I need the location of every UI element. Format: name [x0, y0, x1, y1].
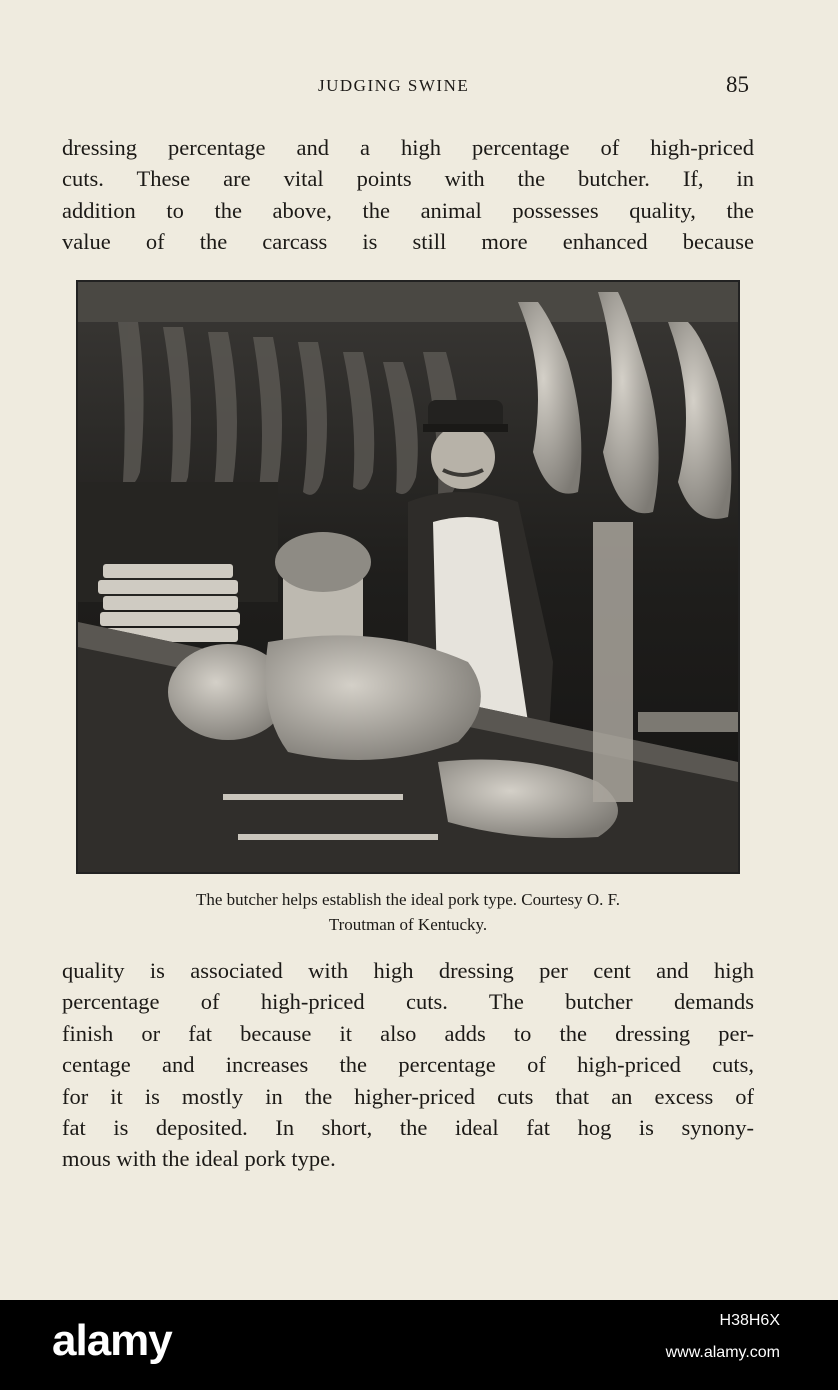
text-line: dressing percentage and a high percentage of high-priced [62, 135, 754, 160]
text-line: mous with the ideal pork type. [62, 1146, 336, 1172]
caption-line: The butcher helps establish the ideal pork type. Courtesy O. F. [195, 890, 621, 909]
alamy-logo: alamy [52, 1316, 172, 1365]
text-line: fat is deposited. In short, the ideal fat hog is synony- [62, 1115, 754, 1141]
text-line: cuts. These are vital points with the butcher. If, in [62, 166, 754, 192]
text-line: centage and increases the percentage of high-priced cuts, [62, 1052, 754, 1078]
site-link[interactable]: www.alamy.com [665, 1344, 780, 1361]
running-title: JUDGING SWINE [318, 76, 470, 95]
text-line: addition to the above, the animal possesses quality, the [62, 197, 754, 223]
text-line: value of the carcass is still more enhanced because [62, 229, 754, 255]
text-line: quality is associated with high dressing per cent and high [62, 958, 754, 983]
text-line: for it is mostly in the higher-priced cuts that an excess of [62, 1083, 754, 1109]
paragraph-2 [62, 955, 754, 1175]
image-id: H38H6X [719, 1312, 780, 1329]
running-head [0, 72, 838, 102]
page-number: 85 [726, 72, 749, 97]
photo-illustration [78, 282, 738, 872]
caption-line: Troutman of Kentucky. [328, 915, 488, 934]
figure-caption [62, 887, 754, 937]
butcher-photograph [76, 280, 740, 874]
stock-footer-bar [0, 1300, 838, 1390]
paragraph-1 [62, 132, 754, 258]
text-line: percentage of high-priced cuts. The butcher demands [62, 989, 754, 1015]
text-line: finish or fat because it also adds to the dressing per- [62, 1020, 754, 1046]
